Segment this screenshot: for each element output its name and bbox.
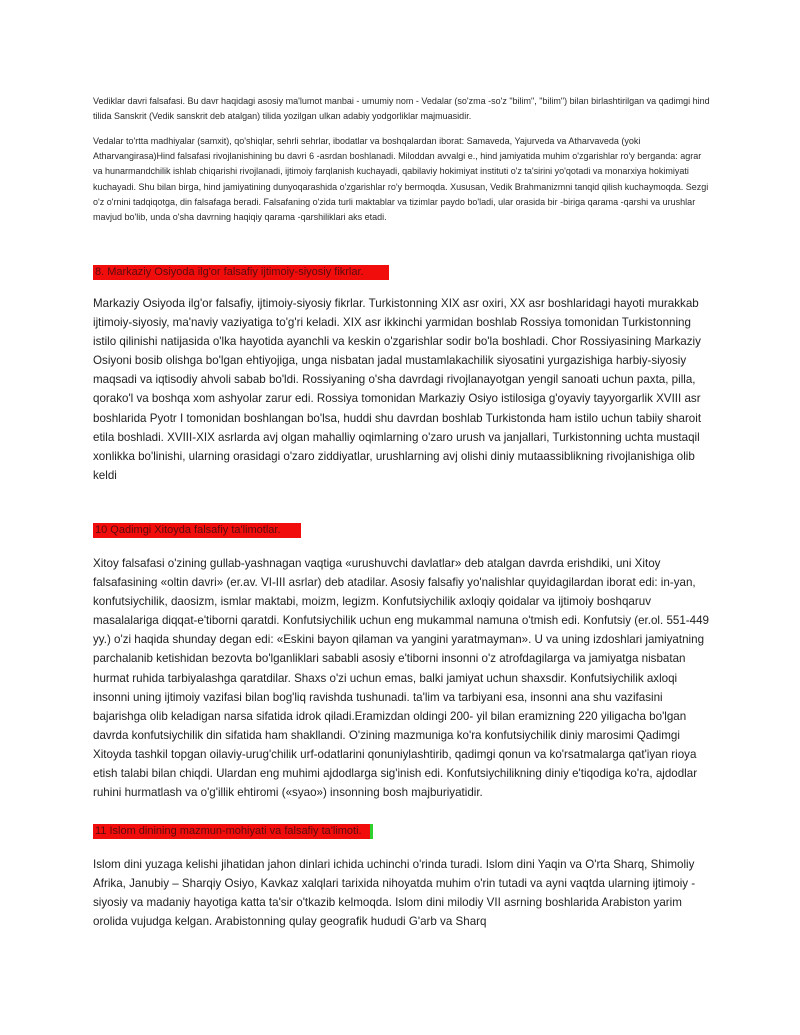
paragraph-ancient-china: Xitoy falsafasi o'zining gullab-yashnagan vaqtiga «urushuvchi davlatlar» deb atalgan davrda erishdiki, uni Xitoy falsafasining «oltin davri» (er.av. VI-III asrlar) deb atadilar. Asosiy falsafiy yo'nalishlar quyidagilardan iborat edi: in-yan, konfutsiychilik, daosizm, ismlar maktabi, moizm, legizm. Konfutsiychilik axloqiy qoidalar va ijtimoiy boshqaruv masalalariga diqqat-e'tiborni qaratdi. Konfutsiychilik uchun eng mukammal namuna o'tmish edi. Konfutsiy (er.ol. 551-449 yy.) o'zi haqida shunday degan edi: «Eskini bayon qilaman va yangini yaratmayman». U va uning izdoshlari jamiyatning parchalanib ketishidan bezovta bo'lganliklari sababli asosiy e'tiborni insonni o'z atrofdagilarga va jamiyatga nisbatan hurmat ruhida tarbiyalashga qaratdilar. Shaxs o'zi uchun emas, balki jamiyat uchun shaxsdir. Konfutsiychilik axloqi insonni uning ijtimoiy vazifasi bilan bog'liq ravishda tushunadi. ta'lim va tarbiyani esa, insonni ana shu vazifasini bajarishga olib keladigan narsa sifatida idrok qiladi.Eramizdan oldingi 200- yil bilan eramizning 220 yiligacha bo'lgan davrda konfutsiychilik din sifatida ham shakllandi. O'zining mazmuniga ko'ra konfutsiychilik diniy marosimi Qadimgi Xitoyda tashkil topgan oilaviy-urug'chilik urf-odatlarini qonuniylashtirib, qadimgi qonun va ko'rsatmalarga qat'iyan rioya etish talabi bilan chiqdi. Ulardan eng muhimi ajdodlarga sig'inish edi. Konfutsiychilikning diniy e'tiqodiga ko'ra, ajdodlar ruhini hurmatlash va o'g'illik ehtiromi («syao») insonning bosh majburiyatidir. xyxy=(93,557,710,800)
heading-central-asia: 8. Markaziy Osiyoda ilg'or falsafiy ijtimoiy-siyosiy fikrlar. xyxy=(93,265,389,280)
heading-ancient-china: 10 Qadimgi Xitoyda falsafiy ta'limotlar. xyxy=(93,523,301,538)
paragraph-vedas: Vedalar to'rtta madhiyalar (samxit), qo'shiqlar, sehrli sehrlar, ibodatlar va boshqalardan iborat: Samaveda, Yajurveda va Atharvaveda (yoki Atharvangirasa)Hind falsafasi rivojlanishining bu davri 6 -asrdan boshlanadi. Miloddan avvalgi e., hind jamiyatida muhim o'zgarishlar ro'y berganda: agrar va hunarmandchilik ishlab chiqarishi rivojlanadi, ijtimoiy farqlanish kuchayadi, qabilaviy hokimiyat instituti o'z ta'sirini yo'qotadi va monarxiya hokimiyati kuchayadi. Shu bilan birga, hind jamiyatining dunyoqarashida o'zgarishlar ro'y bermoqda. Xususan, Vedik Brahmanizmni tanqid qilish kuchaymoqda. Sezgi o'z o'rnini tadqiqotga, din falsafaga beradi. Falsafaning o'zida turli maktablar va tizimlar paydo bo'ladi, ular orasida bir -biriga qarama -qarshi va urushlar mavjud bo'lib, unda o'sha davrning haqiqiy qarama -qarshiliklari aks etadi. xyxy=(93,136,709,223)
paragraph-islam: Islom dini yuzaga kelishi jihatidan jahon dinlari ichida uchinchi o'rinda turadi. Islom dini Yaqin va O'rta Sharq, Shimoliy Afrika, Janubiy – Sharqiy Osiyo, Kavkaz xalqlari tarixida nihoyatda muhim o'rin tutadi va ayni vaqtda ularning ijtimoiy - siyosiy va madaniy hayotiga katta ta'sir o'tkazib kelmoqda. Islom dini milodiy VII asrning boshlarida Arabiston yarim orolida vujudga kelgan. Arabistonning qulay geografik hududi G'arb va Sharq xyxy=(93,858,696,929)
paragraph-central-asia: Markaziy Osiyoda ilg'or falsafiy, ijtimoiy-siyosiy fikrlar. Turkistonning XIX asr oxiri, XX asr boshlaridagi hayoti murakkab ijtimoiy-siyosiy, ma'naviy vaziyatiga to'g'ri keladi. XIX asr ikkinchi yarmidan boshlab Rossiya tomonidan Turkistonning istilo qilinishi natijasida o'lka hayotida ayanchli va keskin o'zgarishlar sodir bo'la boshladi. Chor Rossiyasining Markaziy Osiyoni bosib olishga bo'lgan ehtiyojiga, unga nisbatan jadal mustamlakachilik siyosatini yurgazishiga harbiy-siyosiy maqsadi va iqtisodiy ahvoli sabab bo'ldi. Rossiyaning o'sha davrdagi rivojlanayotgan yengil sanoati uchun paxta, pilla, qorako'l va boshqa xom ashyolar zarur edi. Rossiya tomonidan Markaziy Osiyo istilosiga g'oyaviy tayyorgarlik XVIII asr boshlarida Pyotr I tomonidan boshlangan bo'lsa, huddi shu davrdan boshlab Turkistonda ham istilo uchun tabiiy sharoit etila boshladi. XVIII-XIX asrlarda avj olgan mahalliy oqimlarning o'zaro urush va janjallari, Turkistonning uchta mustaqil xonlikka bo'linishi, ularning orasidagi o'zaro ziddiyatlar, urushlarning avj olishi diniy mutaassiblikning rivojlanishiga olib keldi xyxy=(93,297,702,482)
paragraph-vedic-period: Vediklar davri falsafasi. Bu davr haqidagi asosiy ma'lumot manbai - umumiy nom - Vedalar (so'zma -so'z "bilim", "bilim") bilan birlashtirilgan va qadimgi hind tilida Sanskrit (Vedik sanskrit deb atalgan) tilida yozilgan ulkan adabiy yodgorliklar majmuasidir. xyxy=(93,96,710,122)
heading-islam: 11 Islom dinining mazmun-mohiyati va falsafiy ta'limoti. xyxy=(93,824,373,839)
